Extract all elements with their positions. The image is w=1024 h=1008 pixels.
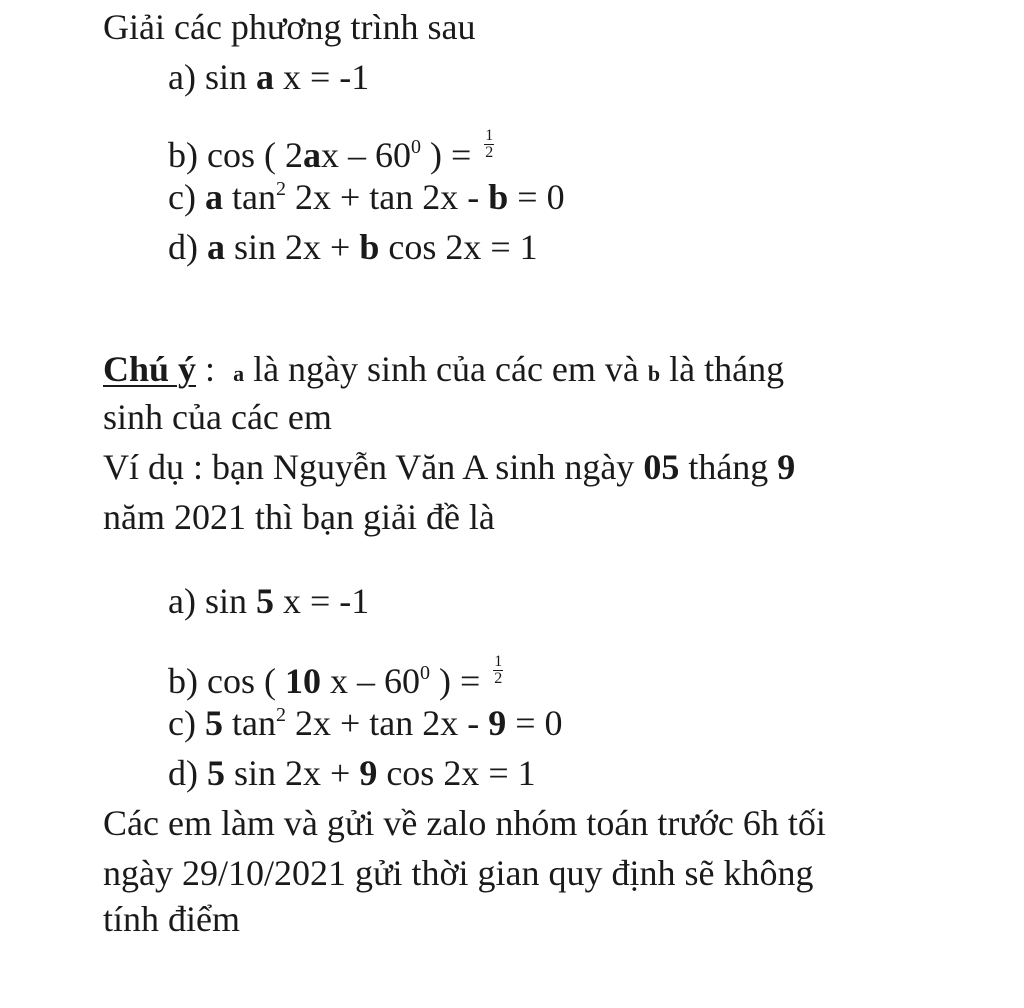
closing-line-3: tính điểm xyxy=(103,899,240,939)
equation-rest: = 0 xyxy=(517,177,565,217)
equation-label: b) xyxy=(168,135,198,175)
square-exponent: 2 xyxy=(275,704,286,726)
cos-open: cos ( 2 xyxy=(207,135,303,175)
closing-line-1: Các em làm và gửi về zalo nhóm toán trước 6h tối xyxy=(103,803,826,843)
value-a: 5 xyxy=(204,703,223,743)
degree-exponent: 0 xyxy=(410,136,421,158)
fraction-numerator: 1 xyxy=(485,127,494,144)
example-text: tháng xyxy=(688,447,769,487)
equation-label: d) xyxy=(168,227,198,267)
param-a: a xyxy=(204,177,223,217)
fraction-one-half xyxy=(493,654,503,687)
value-a: 5 xyxy=(207,753,225,793)
square-exponent: 2 xyxy=(275,178,286,200)
tan-function: tan xyxy=(231,177,276,217)
equation-mid: 2x + tan 2x - xyxy=(294,177,480,217)
fraction-denominator: 2 xyxy=(494,670,503,687)
note-line-1 xyxy=(103,348,784,395)
equation-a-template xyxy=(168,56,369,98)
note-title: Chú ý xyxy=(103,349,197,389)
example-month: 9 xyxy=(777,447,796,487)
equation-c-template xyxy=(168,176,565,218)
param-b: b xyxy=(359,227,380,267)
equation-mid: sin 2x + xyxy=(234,753,351,793)
equation-label: c) xyxy=(168,177,196,217)
equation-rest: = 0 xyxy=(515,703,563,743)
tan-function: tan xyxy=(231,703,276,743)
equation-rest: x = -1 xyxy=(282,57,370,97)
equation-label: b) xyxy=(168,661,198,701)
equation-b-template xyxy=(168,128,494,176)
note-text: là tháng xyxy=(669,349,785,389)
equation-rest: cos 2x = 1 xyxy=(388,227,538,267)
example-text: Ví dụ : bạn Nguyễn Văn A sinh ngày xyxy=(103,447,635,487)
equation-mid: 2x + tan 2x - xyxy=(294,703,480,743)
note-colon: : xyxy=(205,349,216,389)
param-b: b xyxy=(488,177,509,217)
fraction-denominator: 2 xyxy=(485,144,494,161)
equation-rest: x = -1 xyxy=(282,581,370,621)
equation-rest: cos 2x = 1 xyxy=(386,753,536,793)
param-a: a xyxy=(302,135,321,175)
param-a: a xyxy=(207,227,225,267)
heading: Giải các phương trình sau xyxy=(103,7,476,47)
equation-a-example xyxy=(168,580,369,622)
equation-equals: ) = xyxy=(438,661,481,701)
equation-mid: x – 60 xyxy=(320,135,411,175)
value-b: 9 xyxy=(488,703,507,743)
equation-label: a) xyxy=(168,581,196,621)
sin-function: sin xyxy=(204,581,247,621)
note-text: là ngày sinh của các em và xyxy=(253,349,639,389)
sin-function: sin xyxy=(204,57,247,97)
equation-equals: ) = xyxy=(429,135,472,175)
equation-label: c) xyxy=(168,703,196,743)
example-line-1 xyxy=(103,446,795,488)
value-ten: 10 xyxy=(284,661,321,701)
fraction-numerator: 1 xyxy=(494,653,503,670)
equation-d-template xyxy=(168,226,538,268)
fraction-one-half xyxy=(484,128,494,161)
equation-mid: x – 60 xyxy=(329,661,420,701)
equation-mid: sin 2x + xyxy=(234,227,351,267)
value-a: 5 xyxy=(255,581,274,621)
b-symbol: b xyxy=(647,361,661,386)
equation-b-example xyxy=(168,654,503,702)
value-b: 9 xyxy=(359,753,378,793)
degree-exponent: 0 xyxy=(419,662,430,684)
param-a: a xyxy=(255,57,274,97)
example-line-2: năm 2021 thì bạn giải đề là xyxy=(103,497,495,537)
closing-line-2: ngày 29/10/2021 gửi thời gian quy định sẽ không xyxy=(103,853,814,893)
a-symbol: a xyxy=(233,361,245,386)
equation-c-example xyxy=(168,702,563,744)
equation-label: a) xyxy=(168,57,196,97)
equation-d-example xyxy=(168,752,536,794)
cos-open: cos ( xyxy=(207,661,276,701)
example-day: 05 xyxy=(643,447,680,487)
note-line-2: sinh của các em xyxy=(103,397,332,437)
equation-label: d) xyxy=(168,753,198,793)
